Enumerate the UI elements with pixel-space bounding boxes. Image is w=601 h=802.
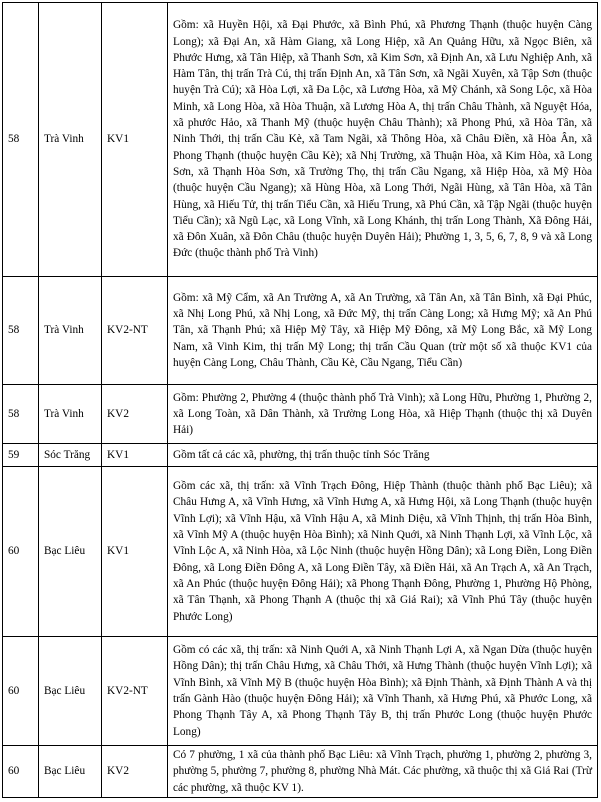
province-cell: Bạc Liêu: [39, 746, 102, 798]
table-row: [3, 3, 598, 277]
description-cell: Có 7 phường, 1 xã của thành phố Bạc Liêu: xã Vĩnh Trạch, phường 1, phường 2, phường 3, phường 5, phường 7, phường 8, phường Nhà Mát. Các phường, xã thuộc thị xã Giá Rai (Trừ các phường, xã thuộc KV 1).: [168, 746, 598, 798]
description-cell: Gồm: xã Huyền Hội, xã Đại Phước, xã Bình Phú, xã Phương Thạnh (thuộc huyện Càng Long); xã Đại An, xã Hàm Giang, xã Long Hiệp, xã An Quảng Hữu, xã Ngọc Biên, xã Phước Hưng, xã Tân Hiệp, xã Thanh Sơn, xã Kim Sơn, xã Định An, xã Lưu Nghiệp Anh, xã Hàm Tân, thị trấn Trà Cú, thị trấn Định An, xã Tân Sơn, xã Ngãi Xuyên, xã Tập Sơn (thuộc huyện Trà Cú); xã Hòa Lợi, xã Đa Lộc, xã Lương Hòa, xã Mỹ Chánh, xã Song Lộc, xã Hòa Minh, xã Long Hòa, xã Hòa Thuận, xã Lương Hòa A, thị trấn Châu Thành, xã Nguyệt Hóa, xã phước Hảo, xã Thanh Mỹ (thuộc huyện Châu Thành); xã Phong Phú, xã Hòa Tân, xã Ninh Thới, thị trấn Cầu Kè, xã Tam Ngãi, xã Thông Hòa, xã Châu Điền, xã Hòa Ân, xã Phong Thạnh (thuộc huyện Cầu Kè); xã Nhị Trường, xã Thuận Hòa, xã Kim Hòa, xã Long Sơn, xã Thạnh Hòa Sơn, xã Trường Thọ, thị trấn Cầu Ngang, xã Hiệp Hòa, xã Mỹ Hòa (thuộc huyện Cầu Ngang); xã Hùng Hòa, xã Long Thới, Ngãi Hùng, xã Tân Hòa, xã Tân Hùng, xã Hiếu Tử, thị trấn Tiểu Cần, xã Hiếu Trung, xã Phú Cần, xã Tập Ngãi (thuộc huyện Tiểu Cần); xã Ngũ Lạc, xã Long Vĩnh, xã Long Khánh, thị trấn Long Thành, Xã Đông Hải, xã Đôn Xuân, xã Đôn Châu (thuộc huyện Duyên Hải); Phường 1, 3, 5, 6, 7, 8, 9 và xã Long Đức (thuộc thành phố Trà Vinh): [168, 3, 598, 277]
table-row: [3, 467, 598, 637]
description-cell: Gồm các xã, thị trấn: xã Vĩnh Trạch Đông, Hiệp Thành (thuộc thành phố Bạc Liêu); xã Châu Hưng A, xã Vĩnh Hưng, xã Vĩnh Hưng A, xã Hưng Hội, xã Long Thạnh (thuộc huyện Vĩnh Lợi); xã Vĩnh Hậu, xã Vĩnh Hậu A, xã Minh Diệu, xã Vĩnh Thịnh, thị trấn Hòa Bình, xã Vĩnh Mỹ A (thuộc huyện Hòa Bình); xã Ninh Quới, xã Ninh Thạnh Lợi, xã Vĩnh Lộc, xã Vĩnh Lộc A, xã Ninh Hòa, xã Lộc Ninh (thuộc huyện Hồng Dân); xã Long Điền, Long Điền Đông, xã Long Điền Đông A, xã Long Điền Tây, xã Điền Hải, xã An Trạch A, xã An Trạch, xã An Phúc (thuộc huyện Đông Hải); xã Phong Thạnh Đông, Phường 1, Phường Hộ Phòng, xã Tân Thạnh, xã Phong Thạnh A (thuộc thị xã Giá Rai); xã Vĩnh Phú Tây (thuộc huyện Phước Long): [168, 467, 598, 637]
stt-cell: 58: [3, 385, 39, 444]
area-cell: KV1: [102, 3, 168, 277]
table-row: [3, 277, 598, 385]
province-cell: Bạc Liêu: [39, 637, 102, 746]
area-cell: KV1: [102, 444, 168, 467]
stt-cell: 60: [3, 746, 39, 798]
region-table: [2, 2, 598, 798]
table-row: [3, 746, 598, 798]
stt-cell: 58: [3, 3, 39, 277]
area-cell: KV1: [102, 467, 168, 637]
area-cell: KV2-NT: [102, 637, 168, 746]
description-cell: Gồm có các xã, thị trấn: xã Ninh Quới A, xã Ninh Thạnh Lợi A, xã Ngan Dừa (thuộc huyện Hồng Dân); thị trấn Châu Hưng, xã Châu Thới, xã Hưng Thành (thuộc huyện Vĩnh Lợi); xã Vĩnh Bình, xã Vĩnh Mỹ B (thuộc huyện Hòa Bình); xã Định Thành, xã Định Thành A và thị trấn Gành Hào (thuộc huyện Đông Hải); xã Vĩnh Thanh, xã Hưng Phú, xã Phước Long, xã Phong Thạnh Tây A, xã Phong Thạnh Tây B, thị trấn Phước Long (thuộc huyện Phước Long): [168, 637, 598, 746]
stt-cell: 60: [3, 637, 39, 746]
table-row: [3, 385, 598, 444]
stt-cell: 59: [3, 444, 39, 467]
province-cell: Trà Vinh: [39, 3, 102, 277]
table-row: [3, 444, 598, 467]
stt-cell: 58: [3, 277, 39, 385]
description-cell: Gồm: Phường 2, Phường 4 (thuộc thành phố Trà Vinh); xã Long Hữu, Phường 1, Phường 2, xã Long Toàn, xã Dân Thành, xã Trường Long Hòa, xã Hiệp Thạnh (thuộc thị xã Duyên Hải): [168, 385, 598, 444]
area-cell: KV2-NT: [102, 277, 168, 385]
area-cell: KV2: [102, 385, 168, 444]
area-cell: KV2: [102, 746, 168, 798]
description-cell: Gồm tất cả các xã, phường, thị trấn thuộc tỉnh Sóc Trăng: [168, 444, 598, 467]
description-cell: Gồm: xã Mỹ Cẩm, xã An Trường A, xã An Trường, xã Tân An, xã Tân Bình, xã Đại Phúc, xã Nhị Long Phú, xã Nhị Long, xã Đức Mỹ, thị trấn Càng Long; xã Hưng Mỹ; xã An Phú Tân, xã Thạnh Phú; xã Hiệp Mỹ Tây, xã Hiệp Mỹ Đông, xã Mỹ Long Bắc, xã Mỹ Long Nam, xã Vinh Kim, thị trấn Mỹ Long; thị trấn Cầu Quan (trừ một số xã thuộc KV1 của huyện Càng Long, Châu Thành, Cầu Kè, Cầu Ngang, Tiểu Cần): [168, 277, 598, 385]
province-cell: Trà Vinh: [39, 277, 102, 385]
stt-cell: 60: [3, 467, 39, 637]
province-cell: Sóc Trăng: [39, 444, 102, 467]
province-cell: Bạc Liêu: [39, 467, 102, 637]
table-row: [3, 637, 598, 746]
province-cell: Trà Vinh: [39, 385, 102, 444]
